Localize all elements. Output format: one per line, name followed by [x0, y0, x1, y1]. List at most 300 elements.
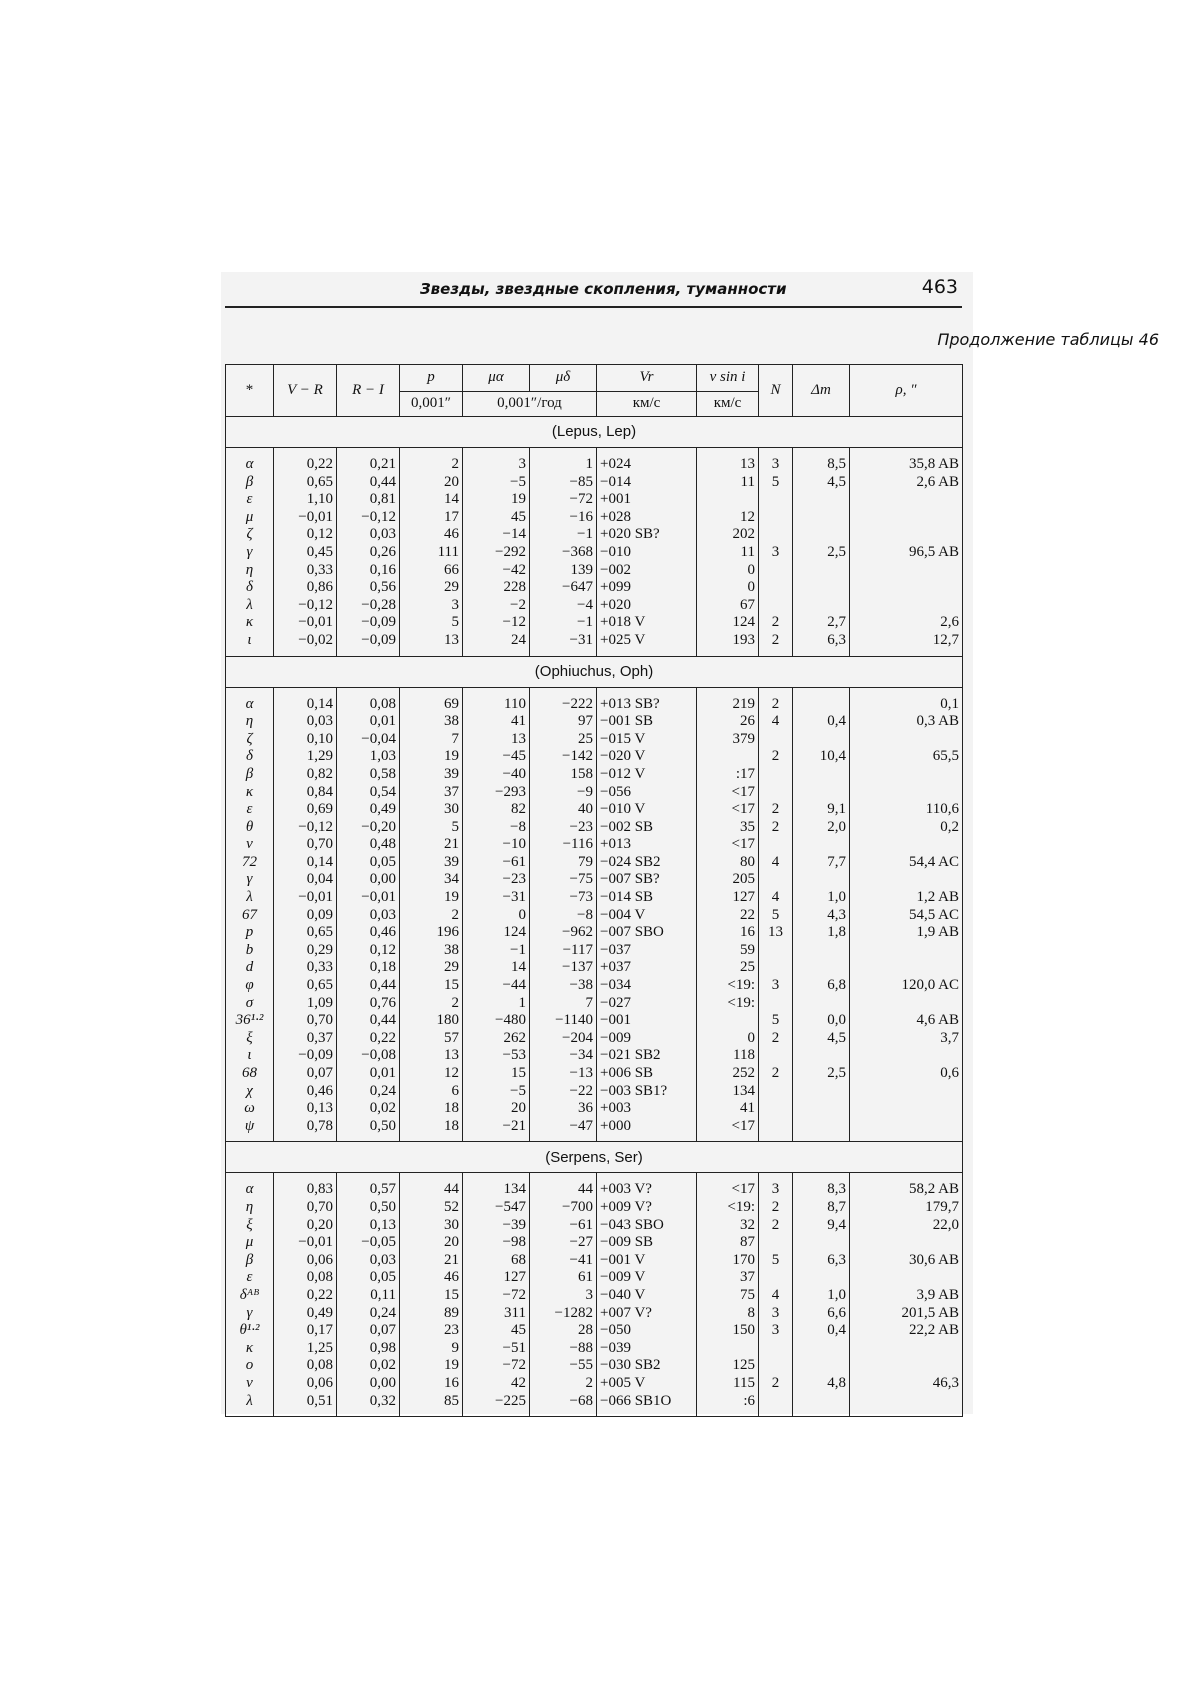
cell-n: 2 [759, 632, 793, 650]
cell-rho: 58,2 AB [850, 1181, 963, 1199]
cell-r-i: 0,00 [337, 1375, 400, 1393]
cell-mu-alpha: 13 [463, 731, 530, 749]
cell-mu-alpha: −292 [463, 544, 530, 562]
table-header [226, 365, 963, 417]
cell-delta-m [793, 696, 850, 714]
cell-rho: 0,3 AB [850, 713, 963, 731]
cell-star: γ [226, 544, 274, 562]
cell-mu-delta: −72 [530, 491, 597, 509]
cell-n [759, 1083, 793, 1101]
cell-rho [850, 579, 963, 597]
cell-mu-delta: 3 [530, 1287, 597, 1305]
table-row [226, 942, 963, 960]
cell-rho [850, 784, 963, 802]
cell-mu-delta: −88 [530, 1340, 597, 1358]
cell-star: μ [226, 509, 274, 527]
cell-v-r: 0,78 [274, 1118, 337, 1136]
cell-delta-m: 9,4 [793, 1217, 850, 1235]
cell-rho [850, 526, 963, 544]
cell-n: 2 [759, 748, 793, 766]
cell-r-i: 0,24 [337, 1305, 400, 1323]
cell-parallax: 196 [400, 924, 463, 942]
cell-v-r: 1,25 [274, 1340, 337, 1358]
cell-parallax: 38 [400, 942, 463, 960]
cell-radial-velocity: +020 SB? [597, 526, 697, 544]
table-row [226, 1047, 963, 1065]
cell-vsini: 202 [697, 526, 759, 544]
cell-mu-delta: −68 [530, 1393, 597, 1411]
cell-r-i: 0,08 [337, 696, 400, 714]
star-data-table [225, 364, 963, 1417]
cell-vsini: 170 [697, 1252, 759, 1270]
cell-v-r: 0,12 [274, 526, 337, 544]
table-row [226, 871, 963, 889]
table-row [226, 474, 963, 492]
cell-vsini: 127 [697, 889, 759, 907]
table-row [226, 526, 963, 544]
cell-r-i: −0,08 [337, 1047, 400, 1065]
cell-vsini: <17 [697, 801, 759, 819]
cell-r-i: 1,03 [337, 748, 400, 766]
cell-v-r: 0,33 [274, 562, 337, 580]
col-n: N [759, 365, 793, 417]
cell-radial-velocity: −014 [597, 474, 697, 492]
cell-mu-alpha: −8 [463, 819, 530, 837]
cell-mu-alpha: −5 [463, 1083, 530, 1101]
cell-n: 3 [759, 1322, 793, 1340]
cell-radial-velocity: −010 V [597, 801, 697, 819]
cell-n: 5 [759, 1252, 793, 1270]
cell-vsini: 80 [697, 854, 759, 872]
cell-delta-m: 8,3 [793, 1181, 850, 1199]
cell-r-i: −0,20 [337, 819, 400, 837]
cell-mu-alpha: 262 [463, 1030, 530, 1048]
cell-parallax: 6 [400, 1083, 463, 1101]
cell-radial-velocity: +024 [597, 456, 697, 474]
cell-mu-alpha: −51 [463, 1340, 530, 1358]
cell-v-r: 0,08 [274, 1357, 337, 1375]
cell-mu-delta: 36 [530, 1100, 597, 1118]
cell-star: χ [226, 1083, 274, 1101]
cell-delta-m: 2,7 [793, 614, 850, 632]
cell-rho [850, 1269, 963, 1287]
cell-radial-velocity: −024 SB2 [597, 854, 697, 872]
cell-vsini: 32 [697, 1217, 759, 1235]
cell-rho: 179,7 [850, 1199, 963, 1217]
cell-v-r: 0,22 [274, 456, 337, 474]
cell-radial-velocity: −001 V [597, 1252, 697, 1270]
col-vsini: v sin i [697, 365, 759, 392]
cell-delta-m: 6,6 [793, 1305, 850, 1323]
cell-vsini: 13 [697, 456, 759, 474]
unit-radial-velocity: км/с [597, 392, 697, 417]
cell-r-i: 0,98 [337, 1340, 400, 1358]
cell-mu-delta: −1 [530, 526, 597, 544]
cell-parallax: 21 [400, 1252, 463, 1270]
cell-r-i: 0,12 [337, 942, 400, 960]
cell-n: 3 [759, 456, 793, 474]
cell-v-r: 0,06 [274, 1252, 337, 1270]
cell-star: ι [226, 632, 274, 650]
cell-n [759, 1393, 793, 1411]
cell-delta-m: 8,5 [793, 456, 850, 474]
cell-radial-velocity: −027 [597, 995, 697, 1013]
cell-mu-delta: 97 [530, 713, 597, 731]
cell-n [759, 959, 793, 977]
cell-r-i: 0,11 [337, 1287, 400, 1305]
cell-radial-velocity: −030 SB2 [597, 1357, 697, 1375]
cell-star: λ [226, 1393, 274, 1411]
cell-n: 2 [759, 1375, 793, 1393]
cell-vsini: 150 [697, 1322, 759, 1340]
cell-vsini: 118 [697, 1047, 759, 1065]
cell-vsini [697, 491, 759, 509]
cell-n [759, 526, 793, 544]
table-row [226, 977, 963, 995]
table-continuation-caption: Продолжение таблицы 46 [937, 330, 1159, 349]
cell-vsini: 35 [697, 819, 759, 837]
cell-n [759, 562, 793, 580]
cell-parallax: 14 [400, 491, 463, 509]
cell-star: ψ [226, 1118, 274, 1136]
cell-delta-m: 1,0 [793, 1287, 850, 1305]
cell-v-r: 0,17 [274, 1322, 337, 1340]
cell-parallax: 9 [400, 1340, 463, 1358]
cell-v-r: 0,70 [274, 836, 337, 854]
cell-rho: 22,2 AB [850, 1322, 963, 1340]
cell-mu-alpha: −23 [463, 871, 530, 889]
cell-mu-alpha: 45 [463, 1322, 530, 1340]
cell-rho: 54,4 AC [850, 854, 963, 872]
cell-rho [850, 597, 963, 615]
cell-parallax: 85 [400, 1393, 463, 1411]
cell-mu-alpha: −5 [463, 474, 530, 492]
table-row [226, 696, 963, 714]
cell-delta-m [793, 1234, 850, 1252]
cell-n: 2 [759, 1065, 793, 1083]
cell-delta-m: 10,4 [793, 748, 850, 766]
cell-r-i: −0,12 [337, 509, 400, 527]
cell-v-r: 0,65 [274, 977, 337, 995]
cell-n [759, 836, 793, 854]
cell-parallax: 44 [400, 1181, 463, 1199]
cell-n [759, 1269, 793, 1287]
cell-mu-alpha: −72 [463, 1287, 530, 1305]
cell-star: δ [226, 748, 274, 766]
cell-star: β [226, 766, 274, 784]
cell-n: 2 [759, 696, 793, 714]
cell-mu-alpha: 3 [463, 456, 530, 474]
cell-rho: 12,7 [850, 632, 963, 650]
cell-delta-m: 4,8 [793, 1375, 850, 1393]
cell-n: 5 [759, 1012, 793, 1030]
cell-mu-delta: 28 [530, 1322, 597, 1340]
cell-rho: 0,2 [850, 819, 963, 837]
cell-r-i: −0,09 [337, 632, 400, 650]
cell-parallax: 111 [400, 544, 463, 562]
table-row [226, 1252, 963, 1270]
cell-vsini: :17 [697, 766, 759, 784]
running-title: Звезды, звездные скопления, туманности [420, 280, 787, 298]
cell-radial-velocity: −050 [597, 1322, 697, 1340]
cell-parallax: 66 [400, 562, 463, 580]
cell-r-i: 0,22 [337, 1030, 400, 1048]
cell-v-r: 1,10 [274, 491, 337, 509]
cell-mu-alpha: 14 [463, 959, 530, 977]
cell-mu-alpha: 68 [463, 1252, 530, 1270]
cell-rho [850, 1340, 963, 1358]
cell-star: 67 [226, 907, 274, 925]
table-row [226, 1322, 963, 1340]
cell-n: 4 [759, 854, 793, 872]
cell-vsini: 41 [697, 1100, 759, 1118]
cell-r-i: 0,50 [337, 1199, 400, 1217]
cell-mu-delta: 2 [530, 1375, 597, 1393]
cell-rho [850, 1100, 963, 1118]
cell-rho: 3,9 AB [850, 1287, 963, 1305]
cell-radial-velocity: −009 V [597, 1269, 697, 1287]
table-row [226, 836, 963, 854]
cell-delta-m [793, 526, 850, 544]
cell-mu-alpha: −44 [463, 977, 530, 995]
cell-delta-m [793, 1047, 850, 1065]
cell-v-r: 0,37 [274, 1030, 337, 1048]
cell-mu-delta: −700 [530, 1199, 597, 1217]
cell-radial-velocity: +037 [597, 959, 697, 977]
cell-v-r: −0,12 [274, 819, 337, 837]
cell-parallax: 29 [400, 579, 463, 597]
cell-parallax: 30 [400, 1217, 463, 1235]
cell-r-i: 0,03 [337, 526, 400, 544]
cell-mu-delta: −31 [530, 632, 597, 650]
cell-parallax: 19 [400, 748, 463, 766]
cell-mu-delta: −368 [530, 544, 597, 562]
cell-n [759, 766, 793, 784]
cell-star: ν [226, 1375, 274, 1393]
cell-star: ξ [226, 1030, 274, 1048]
cell-n [759, 1234, 793, 1252]
cell-mu-delta: −1140 [530, 1012, 597, 1030]
cell-star: μ [226, 1234, 274, 1252]
cell-rho [850, 995, 963, 1013]
cell-vsini: 124 [697, 614, 759, 632]
table-row [226, 924, 963, 942]
cell-delta-m: 9,1 [793, 801, 850, 819]
cell-n: 4 [759, 889, 793, 907]
cell-mu-alpha: 134 [463, 1181, 530, 1199]
cell-mu-delta: −38 [530, 977, 597, 995]
cell-r-i: 0,02 [337, 1357, 400, 1375]
cell-v-r: 0,04 [274, 871, 337, 889]
cell-radial-velocity: −014 SB [597, 889, 697, 907]
cell-v-r: 0,29 [274, 942, 337, 960]
table-row [226, 491, 963, 509]
cell-rho [850, 731, 963, 749]
cell-star: β [226, 474, 274, 492]
cell-star: θ¹·² [226, 1322, 274, 1340]
cell-star: δ [226, 579, 274, 597]
cell-vsini: <17 [697, 784, 759, 802]
cell-v-r: −0,01 [274, 509, 337, 527]
cell-rho: 54,5 AC [850, 907, 963, 925]
col-star: * [226, 365, 274, 417]
cell-r-i: −0,09 [337, 614, 400, 632]
cell-n: 3 [759, 977, 793, 995]
cell-vsini: <19: [697, 977, 759, 995]
cell-parallax: 5 [400, 614, 463, 632]
cell-star: 68 [226, 1065, 274, 1083]
cell-delta-m [793, 871, 850, 889]
cell-star: κ [226, 614, 274, 632]
cell-rho [850, 562, 963, 580]
cell-parallax: 19 [400, 889, 463, 907]
cell-r-i: 0,76 [337, 995, 400, 1013]
cell-parallax: 34 [400, 871, 463, 889]
cell-mu-delta: −8 [530, 907, 597, 925]
section-header [226, 417, 963, 448]
cell-delta-m [793, 1340, 850, 1358]
cell-r-i: 0,18 [337, 959, 400, 977]
cell-star: λ [226, 889, 274, 907]
table-row [226, 748, 963, 766]
cell-rho: 2,6 AB [850, 474, 963, 492]
cell-delta-m [793, 509, 850, 527]
cell-n: 2 [759, 801, 793, 819]
cell-star: ξ [226, 1217, 274, 1235]
cell-r-i: 0,44 [337, 1012, 400, 1030]
cell-mu-alpha: −21 [463, 1118, 530, 1136]
cell-parallax: 19 [400, 1357, 463, 1375]
cell-radial-velocity: +018 V [597, 614, 697, 632]
table-row [226, 1012, 963, 1030]
table-row [226, 1375, 963, 1393]
cell-star: α [226, 696, 274, 714]
cell-mu-delta: 79 [530, 854, 597, 872]
cell-delta-m [793, 766, 850, 784]
cell-rho [850, 942, 963, 960]
cell-parallax: 89 [400, 1305, 463, 1323]
cell-r-i: 0,57 [337, 1181, 400, 1199]
cell-delta-m: 2,5 [793, 1065, 850, 1083]
cell-delta-m: 6,8 [793, 977, 850, 995]
cell-vsini: 59 [697, 942, 759, 960]
cell-mu-delta: −1 [530, 614, 597, 632]
section-header [226, 656, 963, 687]
cell-mu-delta: −27 [530, 1234, 597, 1252]
cell-vsini [697, 1340, 759, 1358]
cell-r-i: 0,46 [337, 924, 400, 942]
cell-r-i: −0,01 [337, 889, 400, 907]
cell-star: λ [226, 597, 274, 615]
cell-radial-velocity: +013 SB? [597, 696, 697, 714]
cell-delta-m [793, 1357, 850, 1375]
cell-parallax: 20 [400, 474, 463, 492]
cell-star: p [226, 924, 274, 942]
cell-rho [850, 1083, 963, 1101]
cell-mu-alpha: 1 [463, 995, 530, 1013]
cell-vsini: 67 [697, 597, 759, 615]
cell-parallax: 2 [400, 907, 463, 925]
cell-delta-m: 8,7 [793, 1199, 850, 1217]
cell-v-r: 0,69 [274, 801, 337, 819]
cell-star: κ [226, 1340, 274, 1358]
cell-parallax: 18 [400, 1100, 463, 1118]
cell-star: ο [226, 1357, 274, 1375]
cell-radial-velocity: −056 [597, 784, 697, 802]
table-row [226, 544, 963, 562]
cell-vsini: <19: [697, 1199, 759, 1217]
cell-mu-alpha: −480 [463, 1012, 530, 1030]
cell-r-i: 0,44 [337, 977, 400, 995]
table-row [226, 784, 963, 802]
cell-mu-alpha: −98 [463, 1234, 530, 1252]
cell-mu-alpha: −2 [463, 597, 530, 615]
cell-r-i: 0,13 [337, 1217, 400, 1235]
cell-mu-alpha: 127 [463, 1269, 530, 1287]
unit-vsini: км/с [697, 392, 759, 417]
cell-r-i: 0,26 [337, 544, 400, 562]
cell-parallax: 39 [400, 854, 463, 872]
cell-delta-m [793, 1100, 850, 1118]
cell-r-i: 0,01 [337, 713, 400, 731]
cell-star: η [226, 1199, 274, 1217]
cell-parallax: 30 [400, 801, 463, 819]
cell-v-r: 0,86 [274, 579, 337, 597]
cell-radial-velocity: −020 V [597, 748, 697, 766]
cell-parallax: 37 [400, 784, 463, 802]
cell-radial-velocity: +007 V? [597, 1305, 697, 1323]
table-row [226, 995, 963, 1013]
cell-delta-m [793, 959, 850, 977]
cell-radial-velocity: −009 SB [597, 1234, 697, 1252]
cell-v-r: −0,02 [274, 632, 337, 650]
cell-v-r: 0,46 [274, 1083, 337, 1101]
cell-rho: 65,5 [850, 748, 963, 766]
cell-n: 13 [759, 924, 793, 942]
cell-radial-velocity: +006 SB [597, 1065, 697, 1083]
cell-mu-delta: −85 [530, 474, 597, 492]
cell-delta-m: 0,0 [793, 1012, 850, 1030]
cell-rho: 96,5 AB [850, 544, 963, 562]
cell-mu-alpha: 42 [463, 1375, 530, 1393]
cell-n [759, 784, 793, 802]
cell-v-r: −0,12 [274, 597, 337, 615]
cell-mu-alpha: −1 [463, 942, 530, 960]
table-row [226, 907, 963, 925]
section-title: (Lepus, Lep) [226, 417, 963, 448]
table-row [226, 1199, 963, 1217]
cell-radial-velocity: +000 [597, 1118, 697, 1136]
cell-r-i: 0,16 [337, 562, 400, 580]
cell-v-r: 0,70 [274, 1199, 337, 1217]
col-radial-velocity: Vr [597, 365, 697, 392]
table-row [226, 509, 963, 527]
cell-vsini: 87 [697, 1234, 759, 1252]
cell-v-r: 0,14 [274, 854, 337, 872]
cell-delta-m [793, 942, 850, 960]
cell-n [759, 1047, 793, 1065]
cell-v-r: 1,29 [274, 748, 337, 766]
cell-mu-alpha: 24 [463, 632, 530, 650]
unit-proper-motion: 0,001″/год [463, 392, 597, 417]
cell-parallax: 46 [400, 526, 463, 544]
cell-delta-m [793, 784, 850, 802]
cell-vsini: 134 [697, 1083, 759, 1101]
cell-v-r: −0,01 [274, 1234, 337, 1252]
cell-parallax: 15 [400, 1287, 463, 1305]
cell-star: β [226, 1252, 274, 1270]
cell-rho: 35,8 AB [850, 456, 963, 474]
